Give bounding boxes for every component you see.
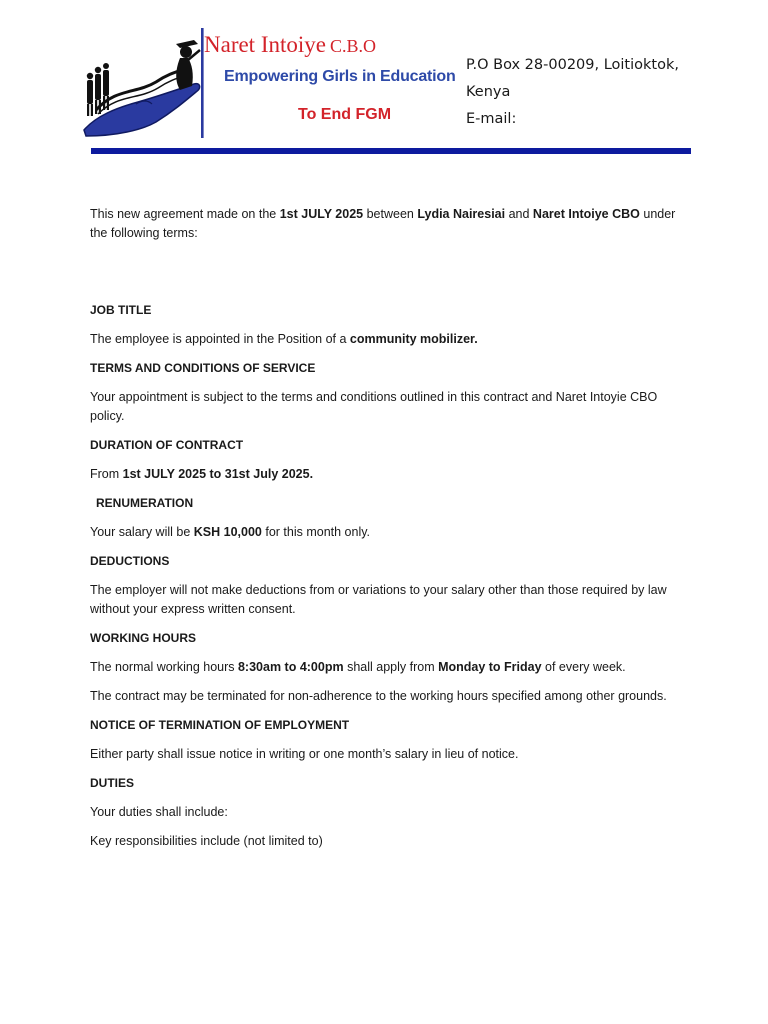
heading-duties: DUTIES (90, 776, 135, 790)
duties-line-2: Key responsibilities include (not limited to) (90, 834, 323, 848)
hand-graduate-icon (76, 28, 206, 140)
terms-text: Your appointment is subject to the terms and conditions outlined in this contract and Naret Intoyie CBO policy. (90, 390, 658, 423)
job-title-text: The employee is appointed in the Position of a community mobilizer. (90, 332, 478, 346)
heading-job-title: JOB TITLE (90, 303, 152, 317)
working-hours-text: The normal working hours 8:30am to 4:00pm shall apply from Monday to Friday of every week. (90, 660, 626, 674)
deductions-text: The employer will not make deductions from or variations to your salary other than those required by law without your express written consent. (90, 583, 667, 616)
email-label: E-mail: (466, 111, 517, 127)
org-suffix: C.B.O (329, 36, 376, 56)
heading-renumeration: RENUMERATION (96, 496, 194, 510)
org-name: Naret Intoiye C.B.O (204, 32, 376, 57)
renumeration-text: Your salary will be KSH 10,000 for this month only. (90, 525, 371, 539)
contract-body (90, 205, 680, 851)
duration-text: From 1st JULY 2025 to 31st July 2025. (90, 467, 314, 481)
address-line-2: Kenya (466, 84, 511, 100)
heading-working-hours: WORKING HOURS (90, 631, 196, 645)
duties-line-1: Your duties shall include: (90, 805, 228, 819)
intro-paragraph: This new agreement made on the 1st JULY 2025 between Lydia Nairesiai and Naret Intoiye CBO under the following terms: (90, 207, 676, 240)
heading-deductions: DEDUCTIONS (90, 554, 170, 568)
notice-text: Either party shall issue notice in writing or one month’s salary in lieu of notice. (90, 747, 519, 761)
heading-terms: TERMS AND CONDITIONS OF SERVICE (90, 361, 316, 375)
heading-duration: DURATION OF CONTRACT (90, 438, 244, 452)
heading-notice: NOTICE OF TERMINATION OF EMPLOYMENT (90, 718, 350, 732)
address-line-1: P.O Box 28-00209, Loitioktok, (466, 57, 679, 73)
address-block (466, 52, 679, 133)
slogan-line-1: Empowering Girls in Education (224, 68, 456, 85)
working-hours-termination: The contract may be terminated for non-adherence to the working hours specified among other grounds. (90, 689, 667, 703)
slogan-line-2: To End FGM (298, 106, 392, 123)
org-logo (76, 28, 466, 140)
header-rule (91, 148, 691, 154)
